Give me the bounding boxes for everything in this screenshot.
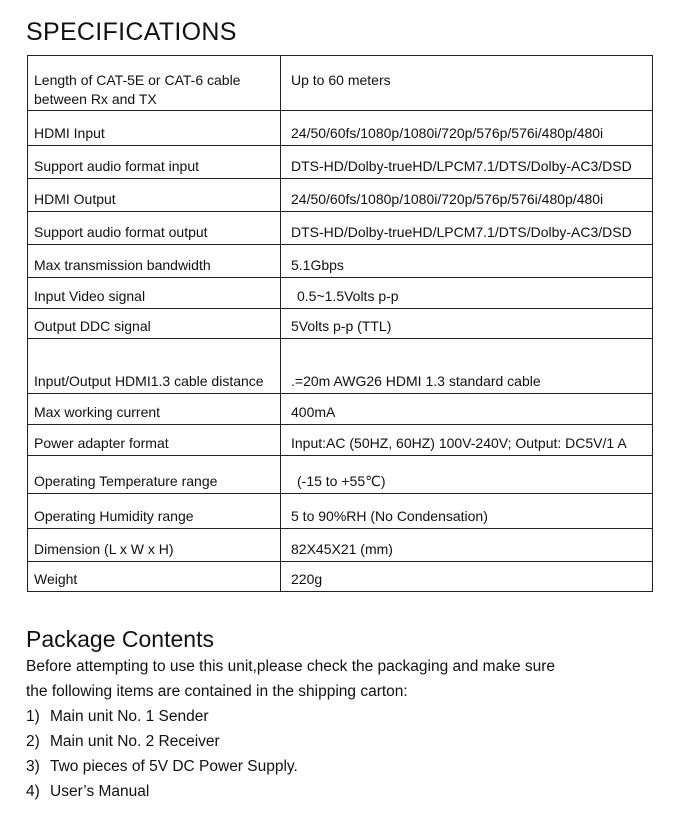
- spec-label: Output DDC signal: [28, 309, 281, 339]
- list-item: [26, 779, 555, 804]
- spec-value: Up to 60 meters: [281, 56, 653, 111]
- specifications-title: SPECIFICATIONS: [26, 18, 237, 46]
- table-row: [28, 425, 653, 456]
- package-intro-line: the following items are contained in the shipping carton:: [26, 683, 408, 700]
- spec-value: .=20m AWG26 HDMI 1.3 standard cable: [281, 339, 653, 394]
- spec-label: Support audio format output: [28, 212, 281, 245]
- spec-label: Input/Output HDMI1.3 cable distance: [28, 339, 281, 394]
- spec-value: 5Volts p-p (TTL): [281, 309, 653, 339]
- spec-label: Operating Humidity range: [28, 494, 281, 529]
- package-contents-title: Package Contents: [26, 626, 214, 652]
- spec-label: Support audio format input: [28, 146, 281, 179]
- list-item: [26, 729, 555, 754]
- spec-value: 24/50/60fs/1080p/1080i/720p/576p/576i/480p/480i: [281, 179, 653, 212]
- spec-label: HDMI Input: [28, 111, 281, 146]
- item-text: Main unit No. 2 Receiver: [50, 733, 220, 750]
- spec-label: Operating Temperature range: [28, 456, 281, 494]
- table-row: [28, 212, 653, 245]
- list-item: [26, 754, 555, 779]
- table-row: [28, 146, 653, 179]
- spec-value: 5 to 90%RH (No Condensation): [281, 494, 653, 529]
- table-row: [28, 456, 653, 494]
- spec-label: Weight: [28, 562, 281, 592]
- package-intro-line: Before attempting to use this unit,please check the packaging and make sure: [26, 658, 556, 675]
- spec-value: Input:AC (50HZ, 60HZ) 100V-240V; Output: DC5V/1 A: [281, 425, 653, 456]
- table-row: [28, 394, 653, 425]
- table-row: [28, 111, 653, 146]
- spec-value: 24/50/60fs/1080p/1080i/720p/576p/576i/480p/480i: [281, 111, 653, 146]
- spec-value: 82X45X21 (mm): [281, 529, 653, 562]
- package-contents-body: [26, 654, 555, 804]
- spec-label: Power adapter format: [28, 425, 281, 456]
- spec-value: DTS-HD/Dolby-trueHD/LPCM7.1/DTS/Dolby-AC3/DSD: [281, 146, 653, 179]
- spec-value: DTS-HD/Dolby-trueHD/LPCM7.1/DTS/Dolby-AC3/DSD: [281, 212, 653, 245]
- item-text: User’s Manual: [50, 783, 150, 800]
- table-row: [28, 56, 653, 111]
- table-row: [28, 529, 653, 562]
- table-row: [28, 562, 653, 592]
- item-number: 2): [26, 733, 40, 750]
- spec-value: 5.1Gbps: [281, 245, 653, 278]
- item-number: 4): [26, 783, 40, 800]
- item-text: Two pieces of 5V DC Power Supply.: [50, 758, 298, 775]
- table-row: [28, 494, 653, 529]
- spec-value: 400mA: [281, 394, 653, 425]
- spec-value: (-15 to +55℃): [281, 456, 653, 494]
- specifications-table: [27, 55, 653, 592]
- spec-value: 0.5~1.5Volts p-p: [281, 278, 653, 309]
- item-text: Main unit No. 1 Sender: [50, 708, 209, 725]
- spec-label: Dimension (L x W x H): [28, 529, 281, 562]
- package-items-list: [26, 704, 555, 804]
- item-number: 1): [26, 708, 40, 725]
- spec-label: Length of CAT-5E or CAT-6 cable between Rx and TX: [28, 56, 281, 111]
- item-number: 3): [26, 758, 40, 775]
- list-item: [26, 704, 555, 729]
- spec-label: Input Video signal: [28, 278, 281, 309]
- table-row: [28, 309, 653, 339]
- table-row: [28, 245, 653, 278]
- spec-value: 220g: [281, 562, 653, 592]
- spec-label: Max working current: [28, 394, 281, 425]
- table-row: [28, 339, 653, 394]
- spec-label: HDMI Output: [28, 179, 281, 212]
- table-row: [28, 179, 653, 212]
- table-row: [28, 278, 653, 309]
- spec-label: Max transmission bandwidth: [28, 245, 281, 278]
